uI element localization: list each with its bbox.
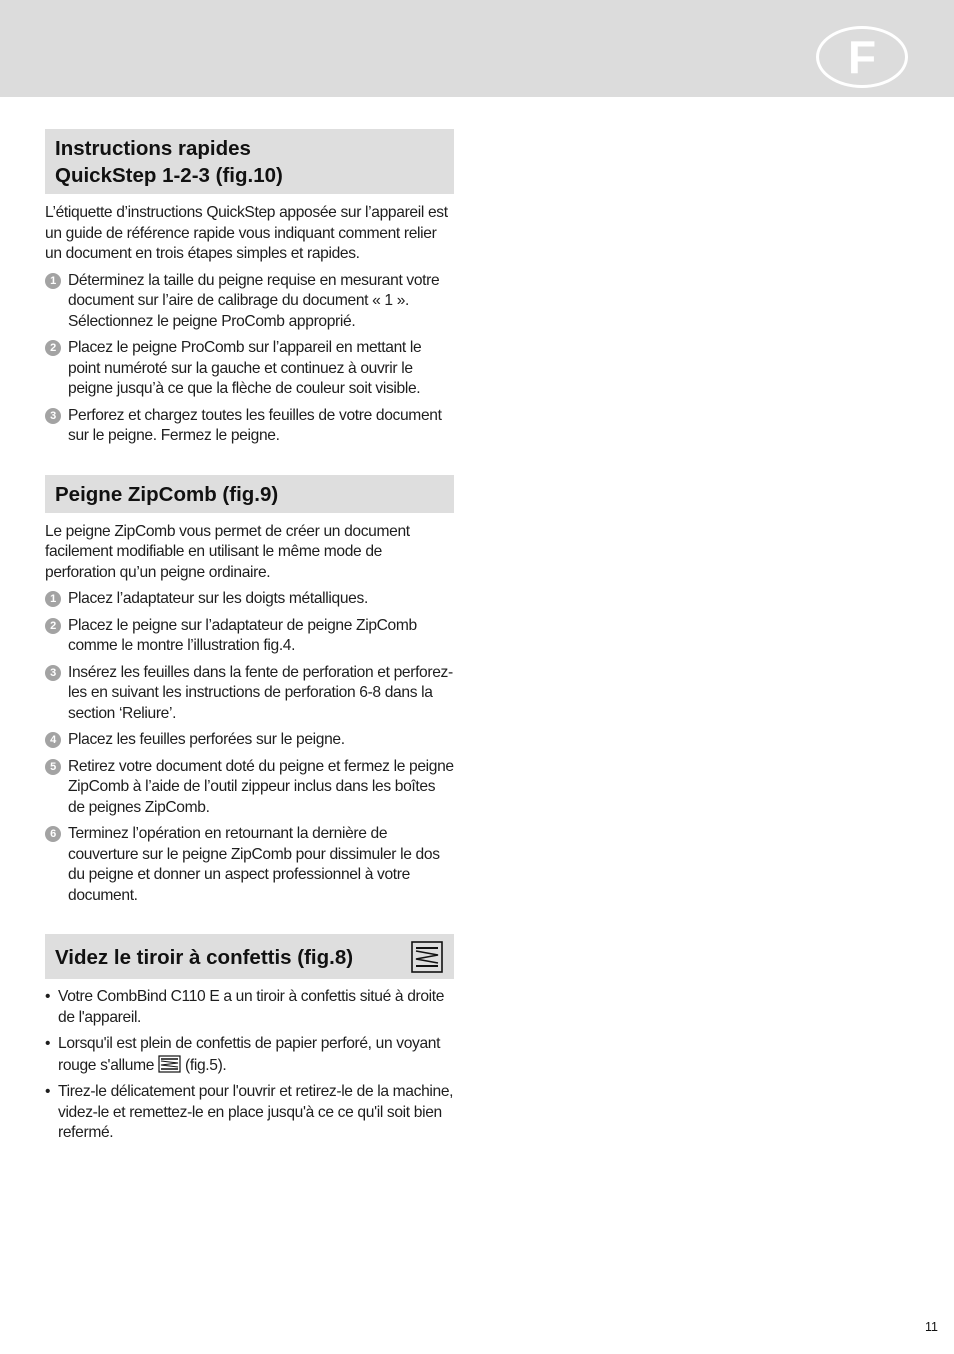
section-heading-text: Videz le tiroir à confettis (fig.8) [55, 945, 354, 969]
section-intro: L’étiquette d’instructions QuickStep apposée sur l’appareil est un guide de référence rapide vous indiquant comment relier un document en trois étapes simples et rapides. [45, 204, 448, 262]
language-badge: F [816, 26, 908, 88]
step-item [45, 406, 454, 447]
step-text: Placez le peigne ProComb sur l’appareil en mettant le point numéroté sur la gauche et continuez à ouvrir le peigne jusqu’à ce que la flèche de couleur soit visible. [68, 339, 422, 397]
step-item [45, 824, 454, 906]
step-number-icon: 4 [45, 732, 61, 748]
section-heading [45, 475, 454, 513]
header-band [0, 0, 954, 97]
section-heading-text: Instructions rapides QuickStep 1-2-3 (fig.10) [55, 137, 283, 187]
bullet-symbol: • [45, 1083, 51, 1100]
step-text: Retirez votre document doté du peigne et fermez le peigne ZipComb à l’aide de l’outil zippeur inclus dans les boîtes de peignes ZipComb. [68, 757, 454, 816]
step-number-icon: 2 [45, 340, 61, 356]
bullet-item [45, 1034, 454, 1076]
step-item [45, 271, 454, 333]
section-heading [45, 934, 454, 979]
step-number-icon: 1 [45, 591, 61, 607]
step-text: Déterminez la taille du peigne requise en mesurant votre document sur l’aire de calibrage du document « 1 ». Sélectionnez le peigne ProComb approprié. [68, 271, 440, 330]
step-text: Insérez les feuilles dans la fente de perforation et perforez-les en suivant les instructions de perforation 6-8 dans la section ‘Reliure’. [68, 663, 453, 722]
step-item [45, 663, 454, 725]
bullet-symbol: • [45, 988, 51, 1005]
step-text: Placez le peigne sur l’adaptateur de peigne ZipComb comme le montre l’illustration fig.4. [68, 616, 417, 654]
step-text: Placez les feuilles perforées sur le peigne. [68, 731, 345, 748]
section-intro: Le peigne ZipComb vous permet de créer un document facilement modifiable en utilisant le même mode de perforation qu’un peigne ordinaire. [45, 522, 410, 581]
bullet-text-after: (fig.5). [181, 1056, 227, 1074]
bullet-text-before: Lorsqu'il est plein de confettis de papier perforé, un voyant rouge s'allume [58, 1035, 441, 1074]
bullet-text: Tirez-le délicatement pour l'ouvrir et retirez-le de la machine, videz-le et remettez-le en place jusqu'à ce ce qu'il soit bien refermé. [58, 1083, 454, 1141]
content-column [45, 129, 454, 1172]
section-confetti [45, 934, 454, 1144]
section-heading-text: Peigne ZipComb (fig.9) [55, 482, 279, 506]
step-list [45, 271, 454, 447]
section-zipcomb [45, 475, 454, 907]
step-number-icon: 3 [45, 665, 61, 681]
bullet-item [45, 1082, 454, 1144]
step-item [45, 616, 454, 657]
section-heading [45, 129, 454, 194]
bullet-item [45, 987, 454, 1028]
confetti-tray-icon [158, 1055, 181, 1073]
step-number-icon: 3 [45, 408, 61, 424]
step-item [45, 338, 454, 400]
step-text: Perforez et chargez toutes les feuilles de votre document sur le peigne. Fermez le peigne. [68, 406, 442, 444]
page-number: 11 [925, 1320, 938, 1334]
step-item [45, 757, 454, 819]
step-number-icon: 6 [45, 826, 61, 842]
bullet-symbol: • [45, 1035, 51, 1052]
step-number-icon: 1 [45, 273, 61, 289]
confetti-tray-icon [410, 940, 444, 974]
step-item [45, 589, 454, 610]
step-list [45, 589, 454, 906]
bullet-text: Votre CombBind C110 E a un tiroir à confettis situé à droite de l'appareil. [58, 988, 445, 1026]
step-number-icon: 2 [45, 618, 61, 634]
step-text: Placez l’adaptateur sur les doigts métalliques. [68, 590, 368, 607]
step-item [45, 730, 454, 751]
section-quickstep [45, 129, 454, 447]
step-text: Terminez l’opération en retournant la dernière de couverture sur le peigne ZipComb pour dissimuler le dos du peigne et donner un aspect professionnel à votre document. [68, 825, 440, 904]
step-number-icon: 5 [45, 759, 61, 775]
bullet-text [58, 1034, 454, 1076]
